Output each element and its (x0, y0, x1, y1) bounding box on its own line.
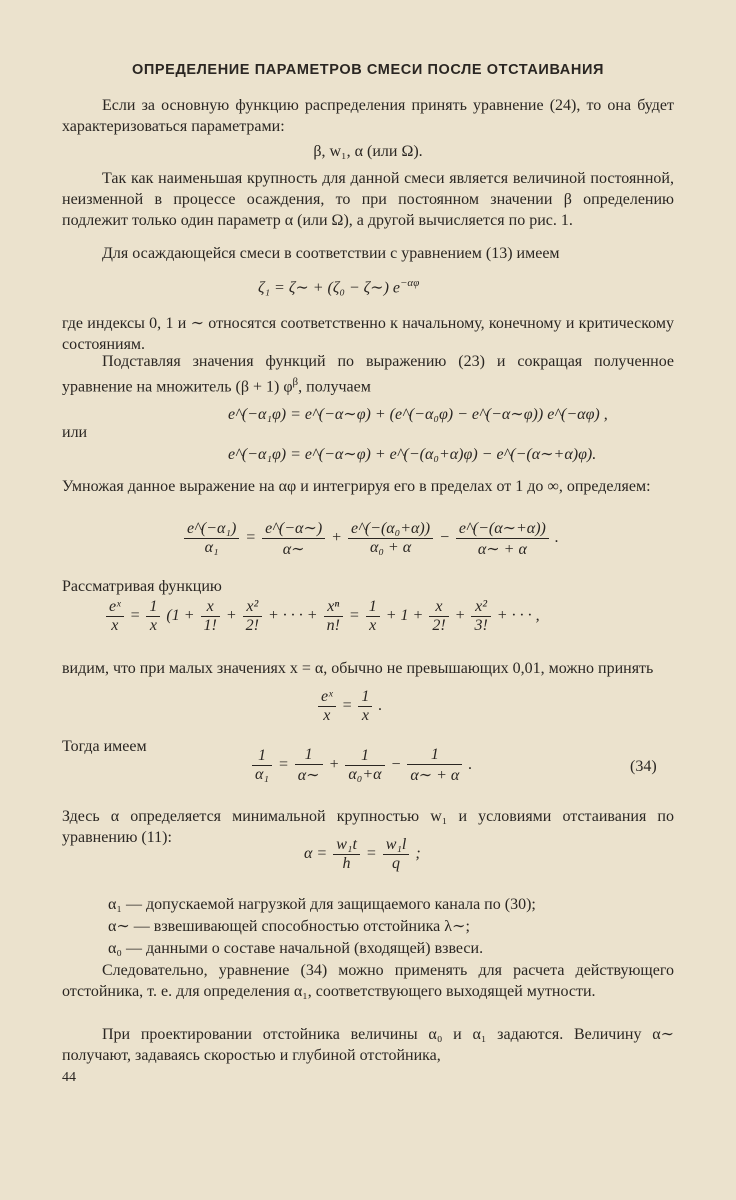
equation-number-34: (34) (630, 758, 657, 775)
equation-a: e^(−α₁φ) = e^(−α∼φ) + (e^(−α₀φ) − e^(−α∼φ)) e^(−αφ) , (228, 406, 608, 423)
series-tail: + · · · , (496, 607, 540, 625)
paragraph-11: Следовательно, уравнение (34) можно применять для расчета действующего отстойника, т. е. для определения α₁, соответствующего выходящей мутности. (62, 962, 674, 1000)
paragraph-5-text: Подставляя значения функций по выражению (23) и сокращая полученное уравнение на множитель (β + 1) φ (62, 353, 674, 396)
int-t1-den: α₁ (204, 539, 219, 556)
gloss-line-2: α∼ — взвешивающей способностью отстойника λ∼; (108, 918, 470, 935)
paragraph-10: Здесь α определяется минимальной крупностью w₁ и условиями отстаивания по уравнению (11): (62, 808, 674, 846)
paragraph-4: где индексы 0, 1 и ∼ относятся соответственно к начальному, конечному и критическому состояниям. (62, 315, 674, 353)
equation-11: α = $\frac{\text{w₁t}}{h}$ = $\frac{\text{w₁l}}{q}$ ; (304, 836, 421, 872)
page-number: 44 (62, 1070, 76, 1085)
paragraph-2 (62, 168, 674, 231)
paragraph-2-text: Так как наименьшая крупность для данной смеси является величиной постоянной, неизменной в процессе осаждения, то при постоянном значении β определению подлежит только один параметр α (или Ω), а другой вычисляется по рис. 1. (62, 170, 674, 229)
approximation: $\frac{\text{eˣ}}{x}$ = $\frac{1}{x}$ . (316, 688, 382, 725)
equation-13-exponent: −αφ (400, 277, 420, 289)
int-t2-num: e^(−α∼) (262, 518, 325, 539)
equation-13-body: ζ₁ = ζ∼ + (ζ₀ − ζ∼) e (258, 279, 400, 297)
paragraph-8: видим, что при малых значениях x = α, обычно не превышающих 0,01, можно принять (62, 660, 654, 677)
gloss-line-1: α₁ — допускаемой нагрузкой для защищаемого канала по (30); (108, 896, 536, 913)
symbol-glossary (108, 894, 668, 960)
paragraph-5 (62, 351, 674, 397)
paragraph-5-tail: , получаем (298, 378, 371, 396)
int-t4-den: α∼ + α (477, 541, 527, 558)
or-word: или (62, 424, 88, 441)
section-heading: ОПРЕДЕЛЕНИЕ ПАРАМЕТРОВ СМЕСИ ПОСЛЕ ОТСТАИВАНИЯ (132, 62, 604, 78)
equation-13 (258, 277, 419, 297)
int-t3-den: α₀ + α (369, 539, 412, 556)
paragraph-5-sup: β (292, 376, 299, 388)
paragraph-12: При проектировании отстойника величины α₀ и α₁ задаются. Величину α∼ получают, задаваясь скоростью и глубиной отстойника, (62, 1026, 674, 1064)
series-dots: + · · · + (268, 607, 318, 625)
equation-b: e^(−α₁φ) = e^(−α∼φ) + e^(−(α₀+α)φ) − e^(−(α∼+α)φ). (228, 446, 597, 463)
int-t1-num: e^(−α₁) (184, 520, 239, 539)
series-plus-one: + 1 + (385, 607, 424, 625)
int-t4-num: e^(−(α∼+α)) (456, 518, 549, 539)
equation-integral: $\frac{\text{e\textasciicircum{}(−α₁)}}{\text{α₁}}$ = $\frac{e\^{}(-\alpha\sim)}{\alpha\sim}$ + $\frac{\text{e\textasciicircum{}(−(α₀+α))}}{\text{α₀ + α}}$ − $\frac{e\^{}(-(\alpha\sim+\alpha))}{\alpha\sim + \alpha}$ . (182, 518, 559, 559)
paragraph-9: Тогда имеем (62, 738, 147, 755)
paragraph-1: Если за основную функцию распределения принять уравнение (24), то она будет характеризоваться параметрами: (62, 97, 674, 135)
gloss-line-3: α₀ — данными о составе начальной (входящей) взвеси. (108, 940, 484, 957)
parameters-line: β, w₁, α (или Ω). (313, 143, 423, 160)
paragraph-3: Для осаждающейся смеси в соответствии с уравнением (13) имеем (102, 245, 560, 262)
int-t2-den: α∼ (282, 541, 305, 558)
int-t3-num: e^(−(α₀+α)) (348, 520, 433, 539)
series-equation: $\frac{\text{eˣ}}{x}$ = $\frac{1}{x}$ (1 + $\frac{x}{1!}$ + $\frac{\text{x²}}{2!}$ + · · · + $\frac{\text{xⁿ}}{n!}$ = $\frac{1}{x}$ + 1 + $\frac{x}{2!}$ + $\frac{\text{x²}}{3!}$ + · · · , (104, 598, 540, 635)
equation-34: $\frac{1}{\text{α₁}}$ = $\frac{1}{\alpha\sim}$ + $\frac{1}{\text{α₀+α}}$ − $\frac{1}{\alpha\sim + \alpha}$ . (250, 746, 472, 785)
paragraph-6: Умножая данное выражение на αφ и интегрируя его в пределах от 1 до ∞, определяем: (62, 478, 651, 495)
series-paren-open: (1 + (166, 607, 195, 625)
paragraph-7: Рассматривая функцию (62, 578, 222, 595)
